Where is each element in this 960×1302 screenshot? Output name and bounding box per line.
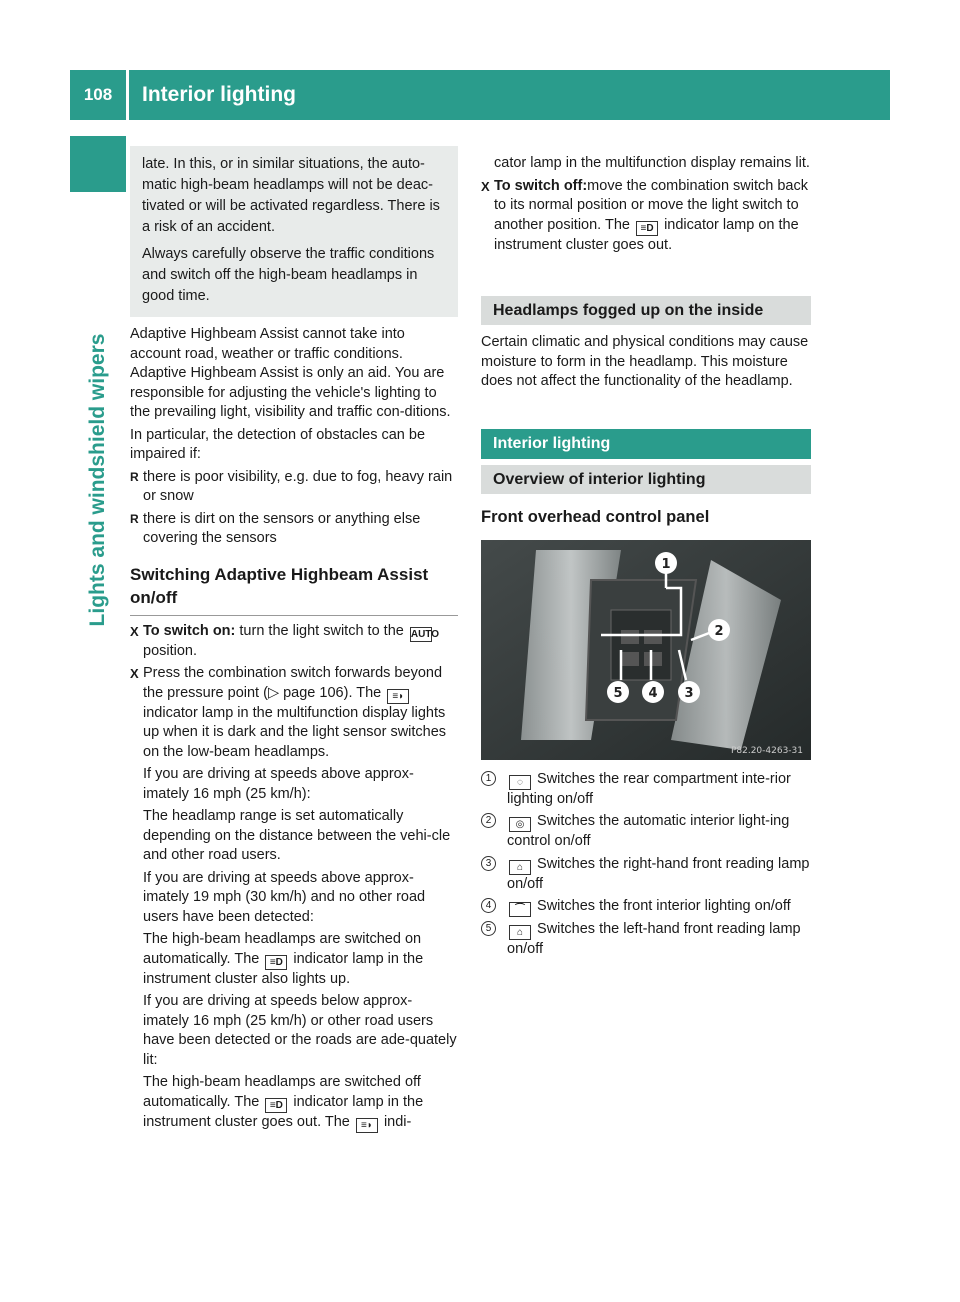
front-interior-light-icon: ⌒ — [509, 902, 531, 917]
body-paragraph: The high-beam headlamps are switched off automatically. The ≡D indicator lamp in the instrument cluster goes out. The ≡◗ indi- — [143, 1074, 424, 1131]
legend-item: 3 ⌂ Switches the right-hand front reading lamp on/off — [481, 855, 811, 895]
high-beam-icon: ≡D — [265, 1098, 287, 1113]
legend-number: 5 — [481, 921, 496, 936]
side-tab-marker — [70, 136, 126, 192]
step-switch-on — [130, 622, 458, 662]
body-paragraph: The high-beam headlamps are switched on automatically. The ≡D indicator lamp in the instrument cluster also lights up. — [143, 931, 424, 987]
legend-item: 5 ⌂ Switches the left-hand front reading lamp on/off — [481, 920, 811, 960]
list-item: R there is poor visibility, e.g. due to fog, heavy rain or snow — [130, 468, 458, 507]
body-paragraph: Certain climatic and physical conditions may cause moisture to form in the headlamp. This moisture does not affect the functionality of the headlamp. — [481, 334, 809, 389]
auto-light-icon: AUTO — [410, 628, 440, 640]
section-heading-overview: Overview of interior lighting — [481, 465, 811, 494]
side-tab-label: Lights and windshield wipers — [86, 333, 109, 627]
warning-text-1: late. In this, or in similar situations, the auto-matic high-beam headlamps will not be deac-tivated or will be activated regardless. There is a risk of an accident. — [142, 156, 440, 235]
header-divider — [126, 70, 129, 120]
section-heading: Switching Adaptive Highbeam Assist on/off — [130, 563, 458, 616]
body-paragraph: If you are driving at speeds above approx-imately 19 mph (30 km/h) and no other road users have been detected: — [143, 869, 426, 925]
right-column — [481, 154, 811, 963]
page-reference-link[interactable]: ▷ page 106 — [267, 684, 344, 701]
side-tab — [70, 200, 126, 760]
step-label: To switch on: — [143, 622, 236, 639]
legend-number: 3 — [481, 856, 496, 871]
section-heading-interior: Interior lighting — [481, 429, 811, 459]
high-beam-icon: ≡D — [265, 955, 287, 970]
step-text: position. — [143, 642, 198, 659]
subsection-heading: Front overhead control panel — [481, 507, 710, 526]
body-paragraph: In particular, the detection of obstacles can be impaired if: — [130, 426, 426, 462]
list-item: R there is dirt on the sensors or anything else covering the sensors — [130, 510, 458, 549]
svg-text:2: 2 — [714, 623, 724, 639]
photo-code: P82.20-4263-31 — [730, 745, 803, 756]
step-text: Press the combination switch forwards beyond the pressure point ( — [143, 665, 443, 701]
legend-number: 2 — [481, 813, 496, 828]
svg-text:1: 1 — [661, 556, 671, 572]
page-number: 108 — [83, 85, 113, 104]
svg-text:4: 4 — [648, 685, 658, 701]
warning-text-2: Always carefully observe the traffic conditions and switch off the high-beam headlamps in good time. — [142, 246, 435, 304]
legend-number: 1 — [481, 771, 496, 786]
body-paragraph: Adaptive Highbeam Assist cannot take into account road, weather or traffic conditions. Adaptive Highbeam Assist is only an aid. You are responsible for adjusting the vehicle's lighting to the prevailing light, visibility and traffic con-ditions. — [130, 326, 451, 420]
reading-lamp-icon: ⌂ — [509, 860, 531, 875]
body-paragraph: If you are driving at speeds below approx-imately 16 mph (25 km/h) or other road users have been detected or the roads are ade-quately lit: — [143, 993, 457, 1068]
svg-text:5: 5 — [613, 685, 623, 701]
reading-lamp-icon: ⌂ — [509, 925, 531, 940]
step-switch-off: X To switch off:move the combination switch back to its normal position or move the light switch to another position. The ≡D indicator lamp on the instrument cluster goes out. — [481, 177, 811, 256]
step-label: To switch off: — [494, 177, 588, 194]
body-paragraph: If you are driving at speeds above approx-imately 16 mph (25 km/h): — [143, 766, 414, 802]
legend-item: 1 ◌ Switches the rear compartment inte-rior lighting on/off — [481, 770, 811, 810]
body-paragraph: cator lamp in the multifunction display remains lit. — [494, 155, 810, 171]
high-beam-icon: ≡D — [636, 221, 658, 236]
step-text: turn the light switch to the — [239, 622, 404, 639]
rear-interior-light-icon: ◌ — [509, 775, 531, 790]
left-column — [130, 146, 458, 1136]
page-title: Interior lighting — [142, 83, 296, 106]
legend-number: 4 — [481, 898, 496, 913]
control-panel-illustration — [481, 540, 811, 760]
adaptive-highbeam-icon: ≡◗ — [356, 1118, 378, 1133]
svg-text:3: 3 — [684, 685, 694, 701]
step-press-switch: X Press the combination switch forwards beyond the pressure point (▷ page 106). The ≡◗ indicator lamp in the multifunction display lights up when it is dark and the light sensor switches on the low-beam headlamps. — [130, 664, 458, 762]
section-heading-fogged: Headlamps fogged up on the inside — [481, 296, 811, 325]
adaptive-highbeam-icon: ≡◗ — [387, 689, 409, 704]
warning-box — [130, 146, 458, 317]
legend-item: 2 ◎ Switches the automatic interior light-ing control on/off — [481, 812, 811, 852]
control-panel-photo — [481, 540, 811, 760]
automatic-interior-light-icon: ◎ — [509, 817, 531, 832]
body-paragraph: The headlamp range is set automatically depending on the distance between the vehi-cle and other road users. — [143, 808, 451, 863]
legend-item: 4 ⌒ Switches the front interior lighting on/off — [481, 897, 811, 917]
